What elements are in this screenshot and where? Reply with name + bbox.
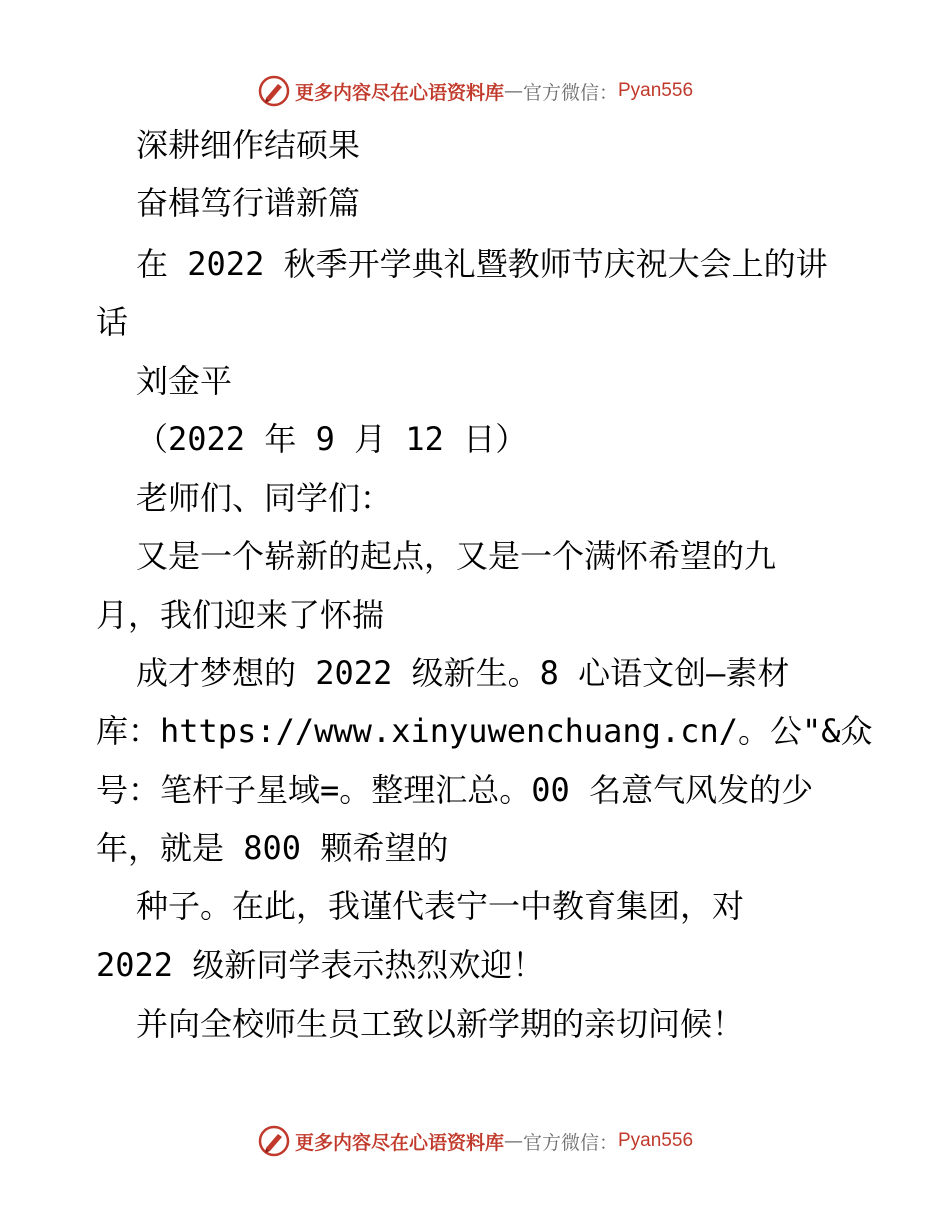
subtitle-line-2: 话 — [96, 303, 129, 341]
title-line-2: 奋楫笃行谱新篇 — [136, 184, 361, 222]
paragraph-3-line-2: 2022 级新同学表示热烈欢迎！ — [96, 946, 545, 984]
banner-official-label: 官方微信： — [522, 1131, 618, 1154]
paragraph-2-line-2: 库：https://www.xinyuwenchuang.cn/。公"&众 — [96, 712, 873, 750]
paragraph-2-line-3: 号：笔杆子星域=。整理汇总。00 名意气风发的少 — [96, 771, 814, 809]
pen-logo-icon — [257, 1124, 291, 1158]
banner-dash: — — [503, 1130, 523, 1152]
author-name: 刘金平 — [136, 362, 233, 400]
banner-promo-text: 更多内容尽在心语资料库 — [294, 81, 504, 104]
banner-official-label: 官方微信： — [522, 81, 618, 104]
paragraph-2-line-4: 年，就是 800 颗希望的 — [96, 829, 449, 867]
banner-wechat-id: Pyan556 — [618, 1130, 694, 1151]
title-line-1: 深耕细作结硕果 — [136, 126, 361, 164]
footer-banner[interactable] — [0, 1118, 950, 1164]
paragraph-1-line-1: 又是一个崭新的起点，又是一个满怀希望的九 — [136, 537, 777, 575]
header-banner[interactable] — [0, 68, 950, 114]
subtitle-line-1: 在 2022 秋季开学典礼暨教师节庆祝大会上的讲 — [136, 245, 828, 283]
banner-promo-text: 更多内容尽在心语资料库 — [294, 1131, 504, 1154]
paragraph-1-line-2: 月，我们迎来了怀揣 — [96, 596, 385, 634]
paragraph-2-line-1: 成才梦想的 2022 级新生。8 心语文创—素材 — [136, 654, 790, 692]
banner-wechat-id: Pyan556 — [618, 80, 694, 101]
paragraph-4-line-1: 并向全校师生员工致以新学期的亲切问候！ — [136, 1005, 745, 1043]
paragraph-3-line-1: 种子。在此，我谨代表宁一中教育集团，对 — [136, 887, 745, 925]
pen-logo-icon — [257, 74, 291, 108]
speech-date: （2022 年 9 月 12 日） — [136, 420, 528, 458]
salutation: 老师们、同学们： — [136, 479, 393, 517]
banner-dash: — — [503, 80, 523, 102]
